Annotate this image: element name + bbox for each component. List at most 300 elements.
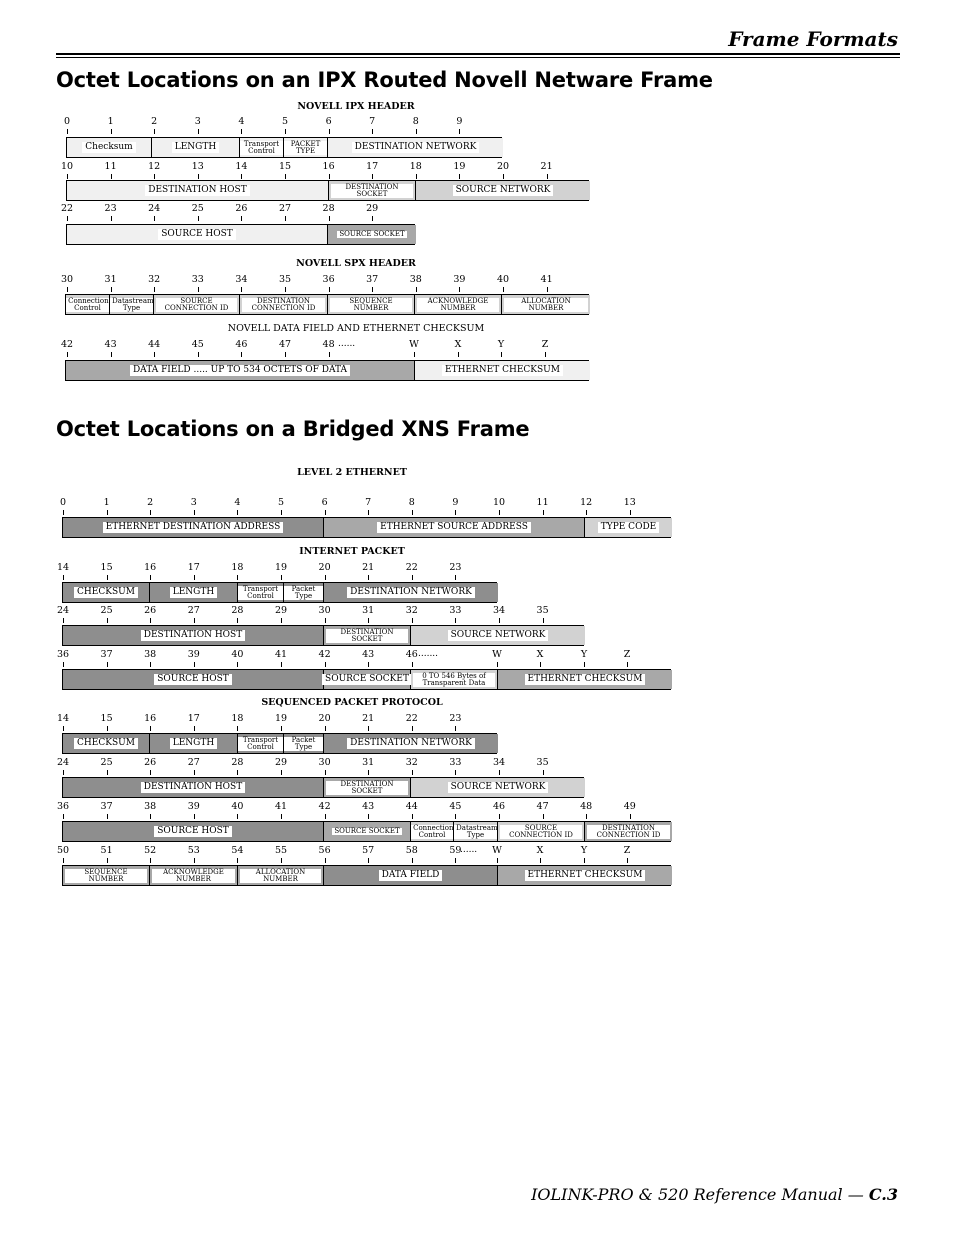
octet-tick <box>586 814 587 819</box>
octet-tick <box>154 352 155 357</box>
octet-number: 21 <box>540 161 553 172</box>
octet-number: 14 <box>56 713 70 724</box>
footer-text: IOLINK-PRO & 520 Reference Manual — <box>531 1185 864 1204</box>
octet-number: 33 <box>449 757 462 768</box>
frame-field <box>240 295 328 314</box>
octet-tick <box>194 814 195 819</box>
octet-tick <box>107 726 108 731</box>
octet-tick <box>67 216 68 221</box>
octet-tick <box>281 770 282 775</box>
frame-field <box>67 181 329 200</box>
octet-number: 57 <box>362 845 375 856</box>
octet-number: 27 <box>278 203 292 214</box>
octet-number: 36 <box>56 801 70 812</box>
octet-tick <box>67 174 68 179</box>
octet-tick <box>281 510 282 515</box>
frame-field-bar <box>66 224 415 245</box>
frame-field <box>324 822 411 841</box>
octet-number: 45 <box>449 801 462 812</box>
octet-tick <box>547 287 548 292</box>
octet-number: 15 <box>100 713 113 724</box>
field-label: DESTINATION HOST <box>141 782 245 793</box>
octet-tick <box>368 618 369 623</box>
octet-tick <box>325 575 326 580</box>
frame-field-bar <box>62 865 671 886</box>
octet-tick <box>325 814 326 819</box>
field-label: Transport Control <box>240 141 283 155</box>
frame-field <box>329 181 416 200</box>
octet-tick <box>241 174 242 179</box>
octet-tick <box>543 814 544 819</box>
frame-field <box>67 225 328 244</box>
octet-tick <box>325 858 326 863</box>
frame-field <box>150 734 238 753</box>
octet-number: 22 <box>60 203 74 214</box>
octet-number: 4 <box>234 497 241 508</box>
field-label: SOURCE SOCKET <box>334 827 400 835</box>
octet-number: X <box>454 339 462 350</box>
frame-field <box>110 295 154 314</box>
octet-number: 44 <box>405 801 418 812</box>
octet-number: 5 <box>281 116 289 127</box>
field-label: ACKNOWLEDGE NUMBER <box>417 298 498 312</box>
header-rule-thin <box>56 57 900 58</box>
octet-number: 33 <box>449 605 462 616</box>
octet-tick <box>194 662 195 667</box>
octet-tick <box>503 287 504 292</box>
octet-tick <box>412 575 413 580</box>
octet-number: 12 <box>148 161 161 172</box>
section2-title: Octet Locations on a Bridged XNS Frame <box>56 417 530 441</box>
octet-number: X <box>536 845 544 856</box>
octet-tick <box>237 858 238 863</box>
octet-number: 29 <box>274 757 288 768</box>
octet-number: 23 <box>449 562 462 573</box>
octet-tick <box>584 858 585 863</box>
field-label: LENGTH <box>170 738 217 749</box>
octet-number: 28 <box>231 757 244 768</box>
octet-number: 32 <box>405 757 418 768</box>
octet-tick <box>627 662 628 667</box>
octet-number: 51 <box>100 845 113 856</box>
field-label: ETHERNET SOURCE ADDRESS <box>377 522 531 533</box>
octet-number: 14 <box>235 161 248 172</box>
frame-field <box>63 734 150 753</box>
frame-field <box>63 626 324 645</box>
octet-number: 3 <box>190 497 197 508</box>
octet-number: 15 <box>100 562 113 573</box>
octet-number: 38 <box>144 801 157 812</box>
octet-number: 43 <box>362 801 375 812</box>
section1-title: Octet Locations on an IPX Routed Novell Netware Frame <box>56 68 713 92</box>
frame-field <box>154 295 240 314</box>
octet-tick <box>150 575 151 580</box>
octet-tick <box>237 662 238 667</box>
frame-field <box>328 138 503 157</box>
octet-tick <box>285 287 286 292</box>
octet-tick <box>241 129 242 134</box>
octet-number: 37 <box>100 801 113 812</box>
ellipsis-dots: ...... <box>338 339 356 349</box>
frame-field <box>324 734 498 753</box>
field-label: LENGTH <box>170 587 217 598</box>
octet-number: 23 <box>104 203 117 214</box>
field-label: SOURCE NETWORK <box>453 185 554 196</box>
octet-number: Z <box>541 339 549 350</box>
octet-number: 13 <box>623 497 636 508</box>
field-label: SEQUENCE NUMBER <box>65 869 146 883</box>
header-rule <box>56 53 900 55</box>
octet-number: 53 <box>187 845 200 856</box>
octet-tick <box>499 814 500 819</box>
octet-tick <box>111 352 112 357</box>
octet-number: 7 <box>365 497 372 508</box>
octet-number: 17 <box>187 713 200 724</box>
octet-number: 59 <box>449 845 462 856</box>
frame-field <box>416 181 590 200</box>
octet-tick <box>455 726 456 731</box>
octet-number: 32 <box>148 274 161 285</box>
octet-number: 17 <box>187 562 200 573</box>
field-label: SOURCE HOST <box>158 229 236 240</box>
frame-field-bar <box>62 582 497 603</box>
frame-field <box>324 670 411 689</box>
octet-number: 44 <box>148 339 161 350</box>
frame-field <box>498 822 585 841</box>
octet-tick <box>194 618 195 623</box>
octet-number: 46 <box>492 801 506 812</box>
field-label: DESTINATION NETWORK <box>352 142 480 153</box>
octet-tick <box>63 618 64 623</box>
octet-tick <box>325 662 326 667</box>
octet-number: 4 <box>238 116 245 127</box>
octet-number: 40 <box>231 649 244 660</box>
frame-field <box>411 670 498 689</box>
octet-number: 47 <box>278 339 292 350</box>
octet-tick <box>198 129 199 134</box>
octet-tick <box>107 770 108 775</box>
octet-tick <box>329 287 330 292</box>
octet-tick <box>107 814 108 819</box>
field-label: SOURCE SOCKET <box>322 674 412 685</box>
octet-number: 54 <box>231 845 244 856</box>
octet-tick <box>416 287 417 292</box>
octet-tick <box>630 510 631 515</box>
octet-tick <box>540 662 541 667</box>
frame-field <box>66 361 415 380</box>
octet-tick <box>285 352 286 357</box>
octet-tick <box>499 510 500 515</box>
field-label: DESTINATION HOST <box>141 630 245 641</box>
field-label: ETHERNET CHECKSUM <box>525 674 646 685</box>
octet-tick <box>63 510 64 515</box>
octet-tick <box>372 216 373 221</box>
field-label: DESTINATION SOCKET <box>326 781 407 795</box>
octet-number: 22 <box>405 562 418 573</box>
frame-field-bar <box>62 821 671 842</box>
octet-number: 31 <box>104 274 117 285</box>
frame-field <box>238 866 324 885</box>
octet-number: 8 <box>408 497 415 508</box>
diagram-subheading: NOVELL SPX HEADER <box>296 258 416 269</box>
octet-number: 35 <box>536 757 549 768</box>
octet-number: 23 <box>449 713 462 724</box>
octet-tick <box>412 726 413 731</box>
field-label: Datastream Type <box>456 823 498 839</box>
octet-tick <box>107 858 108 863</box>
octet-number: 37 <box>100 649 113 660</box>
octet-number: 32 <box>405 605 418 616</box>
field-label: CHECKSUM <box>74 587 138 598</box>
octet-tick <box>368 770 369 775</box>
octet-number: 29 <box>366 203 379 214</box>
octet-number: W <box>409 339 419 350</box>
field-label: Packet Type <box>284 737 323 751</box>
octet-tick <box>150 618 151 623</box>
field-label: DESTINATION NETWORK <box>347 587 475 598</box>
frame-field <box>324 518 585 537</box>
frame-field <box>498 866 672 885</box>
octet-tick <box>285 174 286 179</box>
field-label: DATA FIELD ..... UP TO 534 OCTETS OF DATA <box>130 365 350 376</box>
octet-tick <box>111 174 112 179</box>
frame-field <box>63 670 324 689</box>
field-label: DESTINATION NETWORK <box>347 738 475 749</box>
octet-tick <box>237 814 238 819</box>
octet-number: 46 <box>235 339 248 350</box>
octet-tick <box>329 216 330 221</box>
field-label: PACKET TYPE <box>284 141 327 155</box>
field-label: CHECKSUM <box>74 738 138 749</box>
field-label: Connection Control <box>68 296 109 312</box>
frame-field <box>152 138 240 157</box>
octet-number: 16 <box>144 562 157 573</box>
frame-field <box>454 822 498 841</box>
octet-number: 26 <box>235 203 248 214</box>
octet-number: 35 <box>536 605 549 616</box>
octet-number: Z <box>623 649 631 660</box>
octet-tick <box>237 575 238 580</box>
octet-number: 50 <box>56 845 70 856</box>
frame-field <box>66 295 110 314</box>
field-label: Checksum <box>82 142 135 153</box>
octet-tick <box>150 662 151 667</box>
octet-number: 16 <box>144 713 157 724</box>
octet-tick <box>111 129 112 134</box>
octet-number: 9 <box>456 116 463 127</box>
field-label: Transport Control <box>238 737 283 751</box>
field-label: DESTINATION SOCKET <box>326 629 407 643</box>
field-label: LENGTH <box>172 142 219 153</box>
octet-tick <box>329 352 330 357</box>
octet-number: 41 <box>274 801 288 812</box>
frame-field <box>150 583 238 602</box>
field-label: SOURCE NETWORK <box>448 630 549 641</box>
octet-number: 2 <box>147 497 154 508</box>
octet-number: 17 <box>366 161 379 172</box>
octet-tick <box>372 129 373 134</box>
octet-number: 38 <box>144 649 157 660</box>
frame-field-bar <box>62 625 584 646</box>
frame-field <box>63 583 150 602</box>
octet-number: 6 <box>325 116 332 127</box>
octet-tick <box>194 726 195 731</box>
octet-number: 13 <box>191 161 204 172</box>
octet-tick <box>154 174 155 179</box>
diagram-subheading: SEQUENCED PACKET PROTOCOL <box>261 697 443 708</box>
octet-number: 18 <box>231 713 244 724</box>
octet-number: 33 <box>191 274 204 285</box>
octet-number: 39 <box>187 649 200 660</box>
octet-number: 27 <box>187 757 200 768</box>
octet-tick <box>281 858 282 863</box>
field-label: 0 TO 546 Bytes of Transparent Data <box>413 673 494 687</box>
octet-tick <box>368 662 369 667</box>
octet-number: 7 <box>369 116 376 127</box>
octet-tick <box>627 858 628 863</box>
octet-tick <box>329 174 330 179</box>
octet-tick <box>237 510 238 515</box>
octet-tick <box>455 814 456 819</box>
octet-number: 12 <box>580 497 593 508</box>
field-label: DESTINATION SOCKET <box>331 184 412 198</box>
octet-tick <box>368 814 369 819</box>
frame-field <box>324 583 498 602</box>
frame-field <box>240 138 284 157</box>
octet-number: 42 <box>318 649 331 660</box>
frame-field <box>411 626 585 645</box>
diagram-subheading: NOVELL DATA FIELD AND ETHERNET CHECKSUM <box>227 323 485 334</box>
octet-tick <box>501 352 502 357</box>
frame-field <box>284 734 324 753</box>
octet-tick <box>194 575 195 580</box>
field-label: SOURCE HOST <box>154 674 232 685</box>
frame-field-bar <box>62 777 584 798</box>
octet-tick <box>368 858 369 863</box>
ellipsis-dots: ....... <box>418 649 439 659</box>
octet-tick <box>455 618 456 623</box>
octet-number: 1 <box>103 497 110 508</box>
octet-tick <box>459 287 460 292</box>
octet-number: 30 <box>60 274 74 285</box>
frame-field <box>238 583 284 602</box>
octet-number: 20 <box>496 161 510 172</box>
frame-field-bar <box>62 733 497 754</box>
octet-number: 14 <box>56 562 70 573</box>
frame-field <box>502 295 590 314</box>
frame-field-bar <box>62 517 671 538</box>
octet-number: 19 <box>274 713 288 724</box>
octet-tick <box>150 726 151 731</box>
octet-tick <box>586 510 587 515</box>
octet-number: 28 <box>322 203 335 214</box>
frame-field <box>63 778 324 797</box>
octet-number: 46 <box>405 649 418 660</box>
octet-tick <box>67 287 68 292</box>
octet-number: 30 <box>318 605 331 616</box>
octet-number: 34 <box>492 605 506 616</box>
frame-field <box>411 778 585 797</box>
octet-tick <box>503 174 504 179</box>
octet-tick <box>67 352 68 357</box>
field-label: Connection Control <box>413 823 454 839</box>
octet-number: X <box>536 649 544 660</box>
octet-number: Y <box>497 339 505 350</box>
octet-tick <box>150 770 151 775</box>
octet-number: 19 <box>274 562 288 573</box>
octet-tick <box>285 216 286 221</box>
frame-field <box>238 734 284 753</box>
frame-field-bar <box>66 137 502 158</box>
octet-number: 10 <box>492 497 506 508</box>
octet-number: 26 <box>144 605 157 616</box>
octet-number: 48 <box>322 339 335 350</box>
octet-tick <box>329 129 330 134</box>
octet-number: 41 <box>540 274 553 285</box>
octet-tick <box>107 510 108 515</box>
octet-number: 34 <box>492 757 506 768</box>
octet-number: 8 <box>412 116 419 127</box>
field-label: SOURCE CONNECTION ID <box>156 298 237 312</box>
field-label: SOURCE CONNECTION ID <box>500 825 581 839</box>
octet-number: 49 <box>623 801 636 812</box>
octet-number: 43 <box>362 649 375 660</box>
octet-number: 28 <box>231 605 244 616</box>
octet-tick <box>497 858 498 863</box>
octet-number: 1 <box>107 116 114 127</box>
frame-field <box>324 626 411 645</box>
octet-tick <box>194 770 195 775</box>
octet-tick <box>241 216 242 221</box>
octet-tick <box>372 174 373 179</box>
octet-number: 10 <box>60 161 74 172</box>
field-label: DATA FIELD <box>379 870 443 881</box>
octet-number: Z <box>623 845 631 856</box>
octet-tick <box>63 575 64 580</box>
octet-tick <box>412 662 413 667</box>
octet-number: 25 <box>100 605 113 616</box>
octet-tick <box>63 858 64 863</box>
octet-tick <box>107 662 108 667</box>
octet-tick <box>455 510 456 515</box>
octet-tick <box>416 129 417 134</box>
octet-number: 11 <box>104 161 117 172</box>
field-label: Datastream Type <box>112 296 154 312</box>
octet-tick <box>325 618 326 623</box>
octet-tick <box>194 858 195 863</box>
frame-field <box>63 518 324 537</box>
octet-number: 30 <box>318 757 331 768</box>
frame-field-bar <box>65 360 589 381</box>
octet-number: 39 <box>187 801 200 812</box>
octet-tick <box>368 726 369 731</box>
octet-number: 20 <box>318 562 331 573</box>
octet-tick <box>198 216 199 221</box>
octet-tick <box>412 770 413 775</box>
page-number: C.3 <box>868 1185 898 1204</box>
octet-tick <box>416 174 417 179</box>
octet-number: 29 <box>274 605 288 616</box>
octet-number: 31 <box>362 757 375 768</box>
octet-number: 21 <box>362 713 375 724</box>
octet-number: 25 <box>191 203 204 214</box>
octet-tick <box>107 575 108 580</box>
octet-number: 40 <box>231 801 244 812</box>
frame-field <box>415 295 502 314</box>
octet-number: 40 <box>496 274 510 285</box>
octet-tick <box>497 662 498 667</box>
frame-field <box>415 361 590 380</box>
